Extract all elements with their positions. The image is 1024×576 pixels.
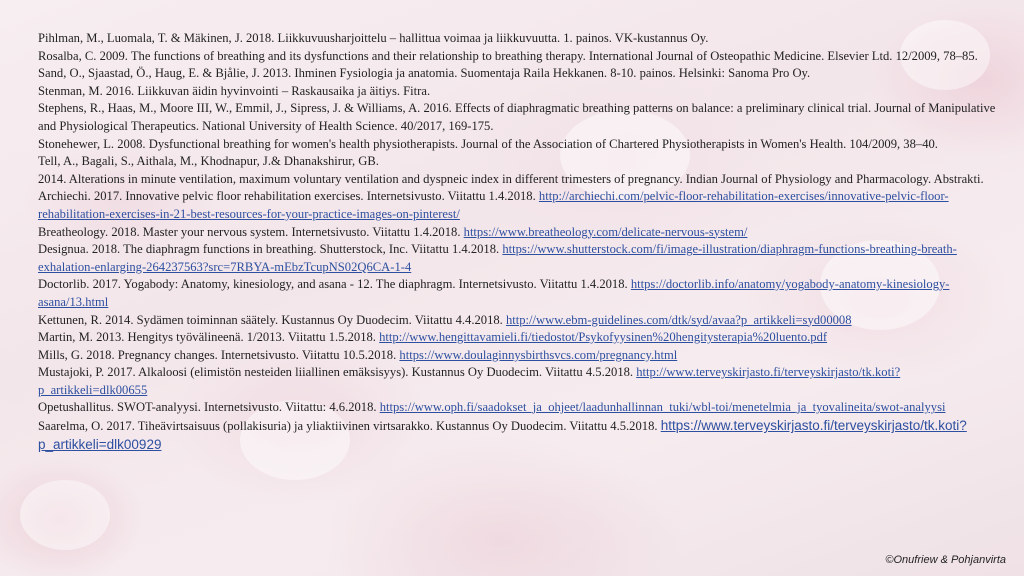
reference-item: 2014. Alterations in minute ventilation, maximum voluntary ventilation and dyspneic index in different trimesters of pregnancy. Indian Journal of Physiology and Pharmacology. Abstrakti. [38, 171, 984, 186]
reference-item: Opetushallitus. SWOT-analyysi. Internetsivusto. Viitattu: 4.6.2018. https://www.oph.fi/saadokset_ja_ohjeet/laadunhallinnan_tuki/wbl-toi/menetelmia_ja_tyovalineita/swot-analyysi [38, 400, 946, 415]
reference-link[interactable]: http://archiechi.com/pelvic-floor-rehabilitation-exercises/innovative-pelvic-floor-rehabilitation-exercises-in-21-best-resources-for-your-practice-images-on-pinterest/ [38, 189, 949, 221]
reference-item: Martin, M. 2013. Hengitys työvälineenä. 1/2013. Viitattu 1.5.2018. http://www.hengittavamieli.fi/tiedostot/Psykofyysinen%20hengitysterapia%20luento.pdf [38, 330, 828, 345]
reference-item: Sand, O., Sjaastad, Ö., Haug, E. & Bjålie, J. 2013. Ihminen Fysiologia ja anatomia. Suomentaja Raila Hekkanen. 8-10. painos. Helsinki: Sanoma Pro Oy. [38, 66, 811, 81]
reference-item: Designua. 2018. The diaphragm functions in breathing. Shutterstock, Inc. Viitattu 1.4.2018. https://www.shutterstock.com/fi/image-illustration/diaphragm-functions-breathing-breath-exhalation-enlarging-264237563?src=7RBYA-mEbzTcupNS02Q6CA-1-4 [38, 242, 957, 274]
reference-item: Tell, A., Bagali, S., Aithala, M., Khodnapur, J.& Dhanakshirur, GB. [38, 154, 379, 169]
reference-item: Pihlman, M., Luomala, T. & Mäkinen, J. 2018. Liikkuvuusharjoittelu – hallittua voimaa ja liikkuvuutta. 1. painos. VK-kustannus Oy. [38, 31, 709, 45]
background-blossom [20, 480, 110, 550]
reference-list [38, 30, 998, 454]
reference-item: Stephens, R., Haas, M., Moore III, W., Emmil, J., Sipress, J. & Williams, A. 2016. Effects of diaphragmatic breathing patterns on balance: a preliminary clinical trial. Journal of Manipulative and Physiological Therapeutics. National University of Health Science. 40/2017, 169-175. [38, 101, 996, 133]
reference-item: Stonehewer, L. 2008. Dysfunctional breathing for women's health physiotherapists. Journal of the Association of Chartered Physiotherapists in Women's Health. 104/2009, 38–40. [38, 136, 938, 151]
reference-link[interactable]: http://www.hengittavamieli.fi/tiedostot/Psykofyysinen%20hengitysterapia%20luento.pdf [379, 330, 828, 345]
reference-link[interactable]: https://www.shutterstock.com/fi/image-illustration/diaphragm-functions-breathing-breath-exhalation-enlarging-264237563?src=7RBYA-mEbzTcupNS02Q6CA-1-4 [38, 242, 957, 274]
reference-item: Kettunen, R. 2014. Sydämen toiminnan säätely. Kustannus Oy Duodecim. Viitattu 4.4.2018. http://www.ebm-guidelines.com/dtk/syd/avaa?p_artikkeli=syd00008 [38, 312, 852, 327]
reference-item: Mustajoki, P. 2017. Alkaloosi (elimistön nesteiden liiallinen emäksisyys). Kustannus Oy Duodecim. Viitattu 4.5.2018. http://www.terveyskirjasto.fi/terveyskirjasto/tk.koti?p_artikkeli=dlk00655 [38, 365, 901, 397]
reference-item: Doctorlib. 2017. Yogabody: Anatomy, kinesiology, and asana - 12. The diaphragm. Internetsivusto. Viitattu 1.4.2018. https://doctorlib.info/anatomy/yogabody-anatomy-kinesiology-asana/13.html [38, 277, 950, 309]
reference-link[interactable]: https://www.breatheology.com/delicate-nervous-system/ [463, 224, 748, 239]
reference-item: Stenman, M. 2016. Liikkuvan äidin hyvinvointi – Raskausaika ja äitiys. Fitra. [38, 83, 431, 98]
reference-item: Mills, G. 2018. Pregnancy changes. Internetsivusto. Viitattu 10.5.2018. https://www.doulaginnysbirthsvcs.com/pregnancy.html [38, 347, 678, 362]
reference-link[interactable]: http://www.terveyskirjasto.fi/terveyskirjasto/tk.koti?p_artikkeli=dlk00655 [38, 365, 901, 397]
reference-link[interactable]: https://www.doulaginnysbirthsvcs.com/pregnancy.html [399, 347, 678, 362]
reference-item: Saarelma, O. 2017. Tiheävirtsaisuus (pollakisuria) ja yliaktiivinen virtsarakko. Kustannus Oy Duodecim. Viitattu 4.5.2018. https://www.terveyskirjasto.fi/terveyskirjasto/tk.koti?p_artikkeli=dlk00929 [38, 418, 967, 452]
reference-item: Archiechi. 2017. Innovative pelvic floor rehabilitation exercises. Internetsivusto. Viitattu 1.4.2018. http://archiechi.com/pelvic-floor-rehabilitation-exercises/innovative-pelvic-floor-rehabilitation-exercises-in-21-best-resources-for-your-practice-images-on-pinterest/ [38, 189, 949, 221]
reference-link[interactable]: https://doctorlib.info/anatomy/yogabody-anatomy-kinesiology-asana/13.html [38, 277, 950, 309]
reference-link[interactable]: http://www.ebm-guidelines.com/dtk/syd/avaa?p_artikkeli=syd00008 [505, 312, 852, 327]
reference-item: Rosalba, C. 2009. The functions of breathing and its dysfunctions and their relationship to breathing therapy. International Journal of Osteopathic Medicine. Elsevier Ltd. 12/2009, 78–85. [38, 48, 978, 63]
copyright-notice: ©Onufriew & Pohjanvirta [885, 554, 1006, 566]
reference-link[interactable]: https://www.oph.fi/saadokset_ja_ohjeet/laadunhallinnan_tuki/wbl-toi/menetelmia_ja_tyovalineita/swot-analyysi [379, 400, 946, 415]
reference-link[interactable]: https://www.terveyskirjasto.fi/terveyskirjasto/tk.koti?p_artikkeli=dlk00929 [38, 418, 967, 452]
reference-item: Breatheology. 2018. Master your nervous system. Internetsivusto. Viitattu 1.4.2018. https://www.breatheology.com/delicate-nervous-system/ [38, 224, 748, 239]
